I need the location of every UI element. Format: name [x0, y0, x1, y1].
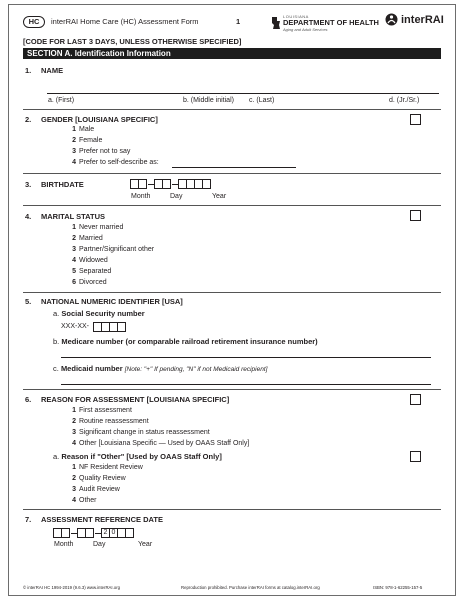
birth-year-digit[interactable] — [202, 179, 211, 189]
self-describe-field[interactable] — [172, 167, 296, 168]
divider — [23, 389, 441, 390]
identifier-title: 5. NATIONAL NUMERIC IDENTIFIER [USA] — [25, 297, 183, 306]
birth-day-digit[interactable] — [162, 179, 171, 189]
gender-code-box[interactable] — [410, 114, 421, 125]
la-small-text: LOUISIANA — [283, 14, 309, 19]
birth-month-digit[interactable] — [138, 179, 147, 189]
medicaid-label: c. Medicaid number [Note: "+" If pending, "N" if not Medicaid recipient] — [53, 364, 268, 373]
reason-title: 6. REASON FOR ASSESSMENT [LOUISIANA SPECIFIC] — [25, 395, 230, 404]
ssn-prefix: XXX-XX- — [61, 323, 90, 330]
marital-code-box[interactable] — [410, 210, 421, 221]
ref-date-field[interactable] — [54, 528, 134, 538]
divider — [23, 292, 441, 293]
hc-badge: HC — [23, 16, 45, 28]
marital-option: 6 Divorced — [72, 279, 107, 286]
code-instruction: [CODE FOR LAST 3 DAYS, UNLESS OTHERWISE SPECIFIED] — [23, 37, 242, 46]
reason-code-box[interactable] — [410, 394, 421, 405]
la-department-text: DEPARTMENT OF HEALTH — [283, 18, 379, 27]
ssn-digit[interactable] — [117, 322, 126, 332]
ref-date-title: 7. ASSESSMENT REFERENCE DATE — [25, 515, 163, 524]
reason-other-label: a. Reason if "Other" [Used by OAAS Staff Only] — [53, 452, 222, 461]
divider — [23, 173, 441, 174]
reason-other-option: 3 Audit Review — [72, 486, 120, 493]
interrai-logo-text: interRAI — [401, 13, 444, 26]
ref-month-digit[interactable] — [61, 528, 70, 538]
ssn-label: a. Social Security number — [53, 309, 145, 318]
marital-title: 4. MARITAL STATUS — [25, 212, 106, 221]
interrai-logo-icon — [385, 13, 398, 26]
footer-isbn: ISBN: 978-1-62255-157-5 — [373, 585, 423, 590]
form-title: interRAI Home Care (HC) Assessment Form — [51, 17, 199, 26]
first-name-label: a. (First) — [48, 97, 75, 104]
ref-year-digit[interactable] — [125, 528, 134, 538]
name-field[interactable] — [47, 93, 439, 94]
louisiana-logo — [271, 14, 379, 32]
gender-option: 3 Prefer not to say — [72, 148, 131, 155]
reason-option: 1 First assessment — [72, 407, 132, 414]
marital-option: 4 Widowed — [72, 257, 108, 264]
ref-month-label: Month — [54, 541, 74, 548]
form-page — [8, 4, 456, 596]
ref-year-digit: 2 — [101, 528, 110, 538]
interrai-logo — [385, 13, 444, 26]
marital-option: 2 Married — [72, 235, 103, 242]
name-title: 1. NAME — [25, 66, 64, 75]
marital-option: 5 Separated — [72, 268, 112, 275]
reason-option: 4 Other [Louisiana Specific — Used by OAAS Staff Only] — [72, 440, 250, 447]
gender-option: 4 Prefer to self-describe as: — [72, 159, 159, 166]
footer-reproduction: Reproduction prohibited. Purchase interRAI forms at catalog.interRAI.org — [181, 585, 320, 590]
medicare-field[interactable] — [61, 357, 431, 358]
footer-copyright: © interRAI HC 1994-2019 (9.6.3) www.interRAI.org — [23, 585, 121, 590]
birth-day-label: Day — [170, 193, 183, 200]
divider — [23, 109, 441, 110]
reason-option: 2 Routine reassessment — [72, 418, 149, 425]
reason-other-code-box[interactable] — [410, 451, 421, 462]
marital-option: 3 Partner/Significant other — [72, 246, 155, 253]
reason-other-option: 2 Quality Review — [72, 475, 126, 482]
section-title: SECTION A. Identification Information — [23, 48, 441, 59]
ref-day-digit[interactable] — [85, 528, 94, 538]
ref-year-digit: 0 — [109, 528, 118, 538]
medicaid-field[interactable] — [61, 384, 431, 385]
la-sub-text: Aging and Adult Services — [283, 27, 328, 32]
birthdate-field[interactable] — [131, 179, 211, 189]
reason-option: 3 Significant change in status reassessment — [72, 429, 210, 436]
divider — [23, 205, 441, 206]
gender-option: 2 Female — [72, 137, 103, 144]
gender-title: 2. GENDER [LOUISIANA SPECIFIC] — [25, 115, 158, 124]
suffix-label: d. (Jr./Sr.) — [389, 97, 420, 104]
marital-option: 1 Never married — [72, 224, 124, 231]
reason-other-option: 4 Other — [72, 497, 97, 504]
medicare-label: b. Medicare number (or comparable railroad retirement insurance number) — [53, 337, 318, 346]
gender-option: 1 Male — [72, 126, 95, 133]
ssn-field[interactable] — [94, 322, 126, 332]
birth-month-label: Month — [131, 193, 151, 200]
birthdate-title: 3. BIRTHDATE — [25, 180, 84, 189]
reason-other-option: 1 NF Resident Review — [72, 464, 143, 471]
page-number: 1 — [236, 17, 241, 26]
last-name-label: c. (Last) — [249, 97, 275, 104]
louisiana-state-icon — [271, 16, 281, 30]
middle-initial-label: b. (Middle initial) — [183, 97, 234, 104]
ref-day-label: Day — [93, 541, 106, 548]
ref-year-label: Year — [138, 541, 153, 548]
divider — [23, 509, 441, 510]
birth-year-label: Year — [212, 193, 227, 200]
